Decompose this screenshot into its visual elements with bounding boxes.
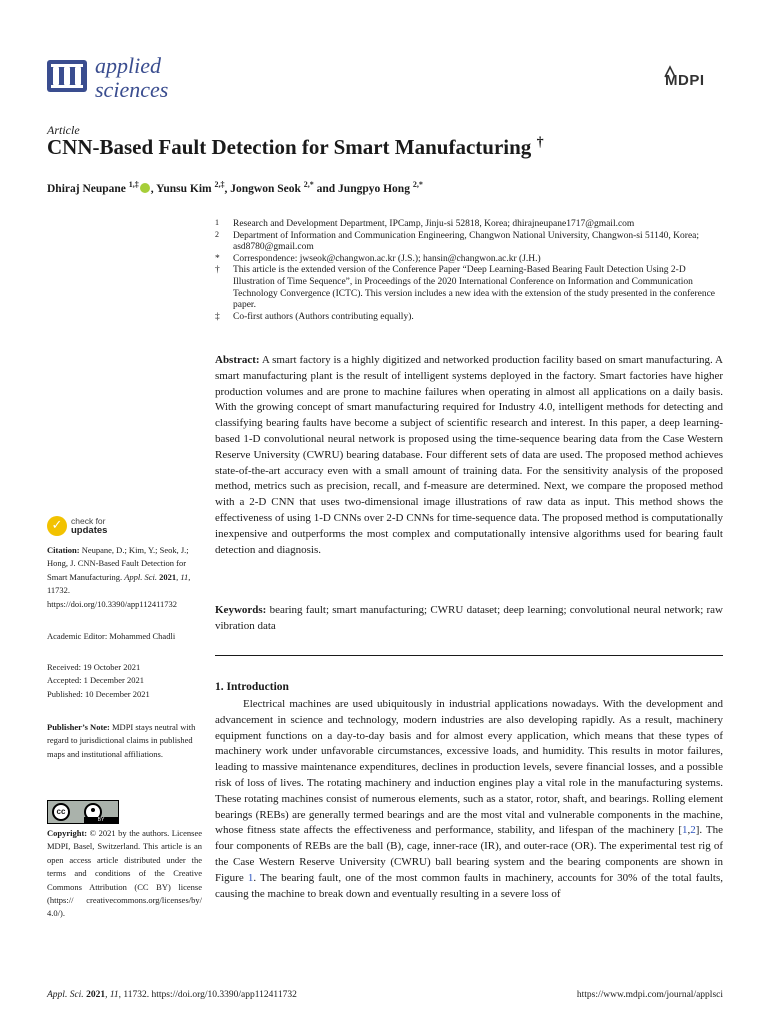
article-type: Article (47, 123, 80, 137)
author-name: Dhiraj Neupane (47, 182, 126, 195)
academic-editor: Academic Editor: Mohammed Chadli (47, 631, 176, 641)
journal-logo[interactable] (47, 54, 347, 104)
copyright-notice: Copyright: © 2021 by the authors. Licensee MDPI, Basel, Switzerland. This article is an open access article distributed under the terms and conditions of the Creative Commons Attribution (CC BY) license (https:// creativecommons.org/licenses/by/ 4.0/). (47, 828, 202, 919)
author-name: Yunsu Kim (156, 182, 212, 195)
section-heading: 1. Introduction (215, 681, 289, 693)
received-date: Received: 19 October 2021 (47, 662, 141, 672)
author-name: Jongwon Seok (230, 182, 301, 195)
keywords-text: bearing fault; smart manufacturing; CWRU dataset; deep learning; convolutional neural network; raw vibration data (215, 604, 723, 632)
abstract-text: A smart factory is a highly digitized and networked production facility based on smart manufacturing. A smart manufacturing plant is the result of intelligent systems deployed in the factory. Smart factories have higher production volumes and are prone to machine failures when operating in almost all applications on a daily basis. With the growing concept of smart manufacturing required for Industry 4.0, intelligent methods for detecting and classifying bearing faults have become a subject of scientific research and interest. In this paper, a deep learning-based 1-D convolutional neural network is proposed using the time-sequence bearing data from the Case Western Reserve University (CWRU) bearing database. Four different sets of data are used. The proposed method achieves state-of-the-art accuracy even with a small amount of training data. For the sensitivity analysis of the proposed method, metrics such as precision, recall, and f-measure are determined. Next, we compare the proposed method with a 2-D CNN that uses two-dimensional image illustrations of raw data as input. This method shows the effectiveness of using 1-D CNNs over 2-D CNNs for time-sequence data. The proposed method is computationally inexpensive and outperforms the most complex and computationally intensive algorithms used for bearing fault detection and diagnosis. (215, 354, 723, 556)
by-label: BY (84, 817, 118, 823)
citation-link[interactable]: 1 (681, 824, 688, 837)
abstract-label: Abstract: (215, 354, 260, 366)
conference-note: † This article is the extended version of the Conference Paper “Deep Learning-Based Bearing Fault Detection Using 2-D Illustration of Time Sequence”, in Proceedings of the 2020 International Conference on Information and Communication Technology Convergence (ICTC). This version includes a new idea with the extension of the study presented in the conference paper. (215, 265, 716, 311)
check-for-updates-button[interactable]: ✓ check for updates (47, 516, 127, 540)
keywords (215, 603, 723, 635)
title-footnote-mark: † (536, 135, 544, 150)
published-date: Published: 10 December 2021 (47, 688, 150, 699)
citation-link[interactable]: 2 (690, 824, 696, 837)
publisher-logo[interactable] (665, 68, 721, 94)
affiliation: 2 Department of Information and Communication Engineering, Changwon National University, Changwon-si 51140, Korea; asd8780@gmail.com (215, 229, 700, 253)
journal-logo-icon (47, 60, 87, 92)
author-list: Dhiraj Neupane $^{1,\ddagger}$ , Yunsu Kim $^{2,\ddagger}$, Jongwon Seok $^{2,*}$ and Jungpyo Hong $^{2,*}$ (47, 180, 423, 195)
journal-name: applied sciences (95, 53, 169, 102)
correspondence: * Correspondence: jwseok@changwon.ac.kr (J.S.); hansin@changwon.ac.kr (J.H.) (215, 253, 541, 264)
introduction-paragraph: Electrical machines are used ubiquitously in industrial applications nowadays. With the development and advancement in science and technology, modern industries are also developing rapidly. As a result, machinery equipment functions on a day-to-day basis and for almost every application, which means that these types of machinery work under unfavorable circumstances, excessive loads, and humidity. This results in motor failures, leading to massive maintenance expenditures, declines in production levels, severe financial losses, and a possible risk of loss of lives. The rotating machinery and induction engines play a vital role in the manufacturing systems. These rotating machines consist of numerous elements, such as a stator, rotor, shaft, and bearings. Rolling element bearings (REBs) are generally termed bearings and are the most vital and vulnerable components in the machine, whose fitness state affects the effectiveness and performance, stability, and lifespan of the machinery [1,2]. The four components of REBs are the ball (B), cage, inner-race (IR), and outer-race (OR). The experimental test rig of the Case Western Reserve University (CWRU) ball bearing system and the bearing components are shown in Figure 1. The bearing fault, one of the most common faults in machinery, accounts for 30% of the total faults, causing the machine to break down and eventually resulting in a severe loss of (215, 698, 723, 900)
keywords-label: Keywords: (215, 604, 267, 616)
checkmark-icon: ✓ (47, 516, 67, 536)
accepted-date: Accepted: 1 December 2021 (47, 675, 144, 686)
abstract (215, 353, 723, 558)
footer-journal-url[interactable]: https://www.mdpi.com/journal/applsci (576, 990, 723, 1000)
affiliations (215, 219, 723, 323)
publisher-note: Publisher’s Note: MDPI stays neutral with regard to jurisdictional claims in published maps and institutional affiliations. (47, 722, 196, 759)
co-first-note: ‡ Co-first authors (Authors contributing equally). (215, 311, 414, 322)
publisher-name: MDPI (665, 72, 705, 89)
figure-link[interactable]: 1 (247, 871, 254, 884)
author-name: Jungpyo Hong (338, 182, 410, 195)
affiliation: 1 Research and Development Department, IPCamp, Jinju-si 52818, Korea; dhirajneupane1717@gmail.com (215, 218, 635, 229)
citation-block: Citation: Neupane, D.; Kim, Y.; Seok, J.; Hong, J. CNN-Based Fault Detection for Smart Manufacturing. Appl. Sci. 2021, 11, 11732. https://doi.org/10.3390/app112411732 (47, 545, 191, 609)
orcid-icon[interactable] (140, 183, 150, 193)
creative-commons-icon: cc (52, 803, 70, 821)
cc-by-license-badge[interactable] (47, 800, 119, 824)
footer-citation: Appl. Sci. 2021, 11, 11732. https://doi.org/10.3390/app112411732 (47, 990, 297, 1000)
article-title: CNN-Based Fault Detection for Smart Manufacturing † (47, 135, 544, 159)
publication-dates (47, 661, 202, 701)
section-divider (215, 655, 723, 656)
